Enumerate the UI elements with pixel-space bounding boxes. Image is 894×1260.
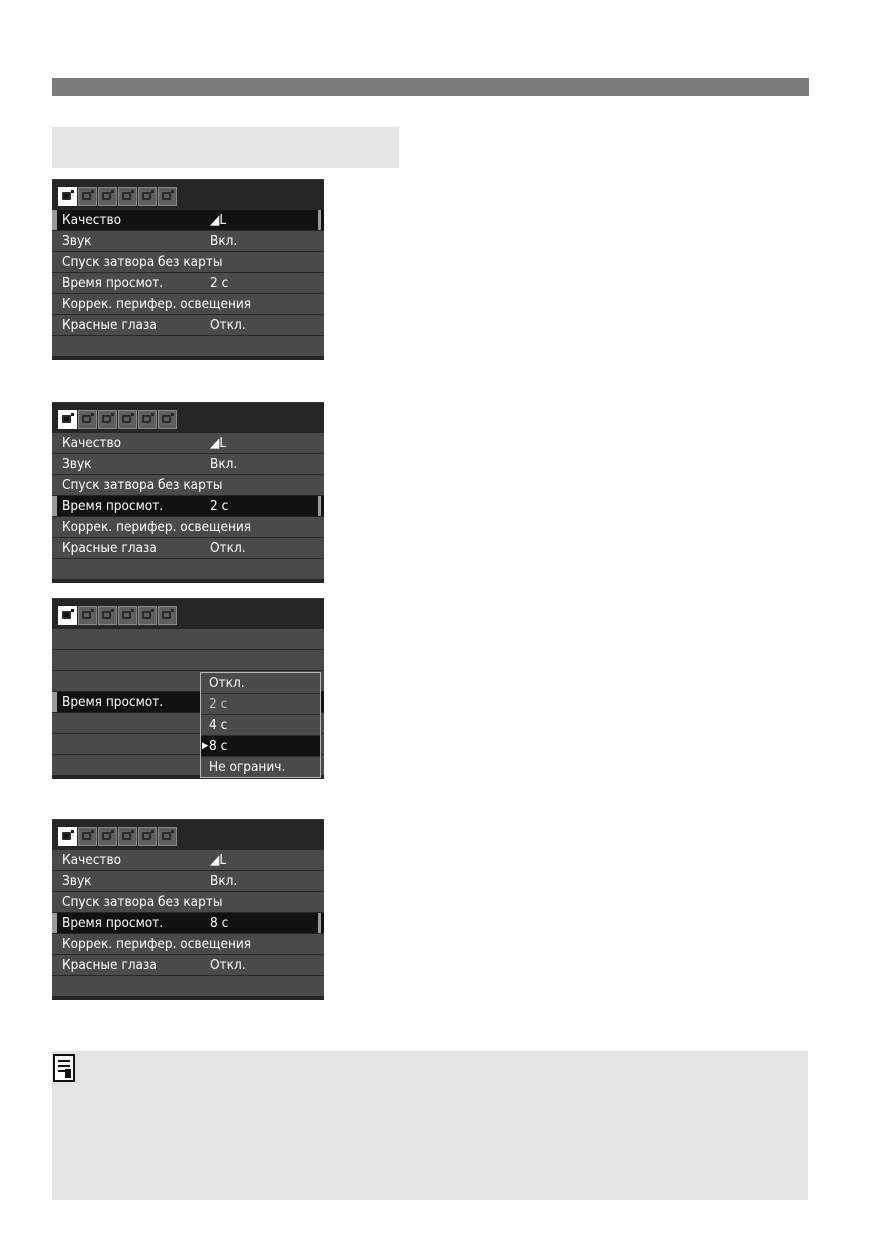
menu-item-quality[interactable] — [52, 433, 324, 453]
option-label: Откл. — [209, 675, 245, 691]
menu-item-label: Коррек. перифер. освещения — [62, 296, 252, 312]
menu-item-value: 8 с — [210, 915, 229, 931]
menu-item-value: 2 с — [210, 498, 229, 514]
menu-tabs — [58, 606, 177, 626]
playback-tab-2-icon[interactable] — [118, 606, 137, 625]
setup-tab-1-icon[interactable] — [138, 606, 157, 625]
menu-item-beep[interactable] — [52, 454, 324, 474]
menu-item-label: Коррек. перифер. освещения — [62, 519, 252, 535]
menu-tabs — [58, 827, 177, 847]
menu-item-label: Красные глаза — [62, 317, 157, 333]
option-off[interactable] — [201, 673, 320, 693]
shooting-tab-2-icon[interactable] — [78, 827, 97, 846]
note-panel — [52, 1051, 808, 1200]
shooting-tab-1-icon[interactable] — [58, 187, 77, 206]
menu-item-label: Качество — [62, 435, 122, 451]
menu-item-review-time[interactable] — [52, 913, 324, 933]
menu-screen-4 — [52, 819, 324, 1000]
menu-item-value: 2 с — [210, 275, 229, 291]
menu-screen-3-review-options — [52, 598, 324, 779]
option-label: 4 с — [209, 717, 228, 733]
menu-item-peripheral-illumination[interactable] — [52, 934, 324, 954]
menu-item-empty — [52, 559, 324, 579]
menu-item-red-eye[interactable] — [52, 538, 324, 558]
menu-item-red-eye[interactable] — [52, 315, 324, 335]
review-time-options — [200, 672, 321, 778]
option-2s[interactable] — [201, 694, 320, 714]
menu-item-peripheral-illumination[interactable] — [52, 517, 324, 537]
setup-tab-2-icon[interactable] — [158, 827, 177, 846]
menu-item-label: Время просмот. — [62, 915, 164, 931]
menu-item-label: Спуск затвора без карты — [62, 254, 223, 270]
menu-item-peripheral-illumination[interactable] — [52, 294, 324, 314]
menu-item-release-without-card[interactable] — [52, 475, 324, 495]
menu-item-label: Время просмот. — [62, 275, 164, 291]
option-label: Не огранич. — [209, 759, 286, 775]
setup-tab-2-icon[interactable] — [158, 606, 177, 625]
menu-item-value: Вкл. — [210, 233, 238, 249]
setup-tab-1-icon[interactable] — [138, 187, 157, 206]
shooting-tab-2-icon[interactable] — [78, 410, 97, 429]
menu-item-empty — [52, 629, 324, 649]
menu-item-value: Откл. — [210, 540, 246, 556]
menu-item-label: Время просмот. — [62, 694, 164, 710]
menu-item-value: ◢L — [210, 212, 227, 228]
menu-item-label: Звук — [62, 456, 92, 472]
setup-tab-1-icon[interactable] — [138, 827, 157, 846]
shooting-tab-1-icon[interactable] — [58, 410, 77, 429]
shooting-tab-2-icon[interactable] — [78, 187, 97, 206]
menu-item-empty — [52, 336, 324, 356]
menu-list — [52, 210, 324, 357]
section-title-bar — [52, 78, 809, 96]
menu-list — [52, 433, 324, 580]
menu-item-label: Спуск затвора без карты — [62, 477, 223, 493]
option-label: 8 с — [209, 738, 228, 754]
menu-item-review-time[interactable] — [52, 496, 324, 516]
menu-item-value: ◢L — [210, 852, 227, 868]
playback-tab-1-icon[interactable] — [98, 410, 117, 429]
menu-item-quality[interactable] — [52, 210, 324, 230]
menu-item-value: Вкл. — [210, 456, 238, 472]
playback-tab-2-icon[interactable] — [118, 827, 137, 846]
menu-item-value: ◢L — [210, 435, 227, 451]
menu-item-empty — [52, 650, 324, 670]
menu-item-label: Спуск затвора без карты — [62, 894, 223, 910]
menu-item-label: Время просмот. — [62, 498, 164, 514]
menu-item-value: Откл. — [210, 957, 246, 973]
menu-list — [52, 850, 324, 997]
menu-item-red-eye[interactable] — [52, 955, 324, 975]
menu-item-empty — [52, 976, 324, 996]
option-label: 2 с — [209, 696, 228, 712]
playback-tab-2-icon[interactable] — [118, 410, 137, 429]
menu-item-label: Качество — [62, 852, 122, 868]
menu-item-review-time[interactable] — [52, 273, 324, 293]
menu-item-label: Коррек. перифер. освещения — [62, 936, 252, 952]
menu-item-quality[interactable] — [52, 850, 324, 870]
menu-item-label: Качество — [62, 212, 122, 228]
menu-item-beep[interactable] — [52, 871, 324, 891]
playback-tab-1-icon[interactable] — [98, 827, 117, 846]
menu-item-label: Звук — [62, 873, 92, 889]
menu-item-label: Звук — [62, 233, 92, 249]
menu-item-release-without-card[interactable] — [52, 252, 324, 272]
playback-tab-1-icon[interactable] — [98, 606, 117, 625]
shooting-tab-1-icon[interactable] — [58, 827, 77, 846]
menu-item-label: Красные глаза — [62, 957, 157, 973]
menu-tabs — [58, 410, 177, 430]
menu-item-value: Вкл. — [210, 873, 238, 889]
menu-tabs — [58, 187, 177, 207]
memo-icon — [53, 1054, 75, 1082]
setup-tab-2-icon[interactable] — [158, 187, 177, 206]
menu-item-label: Красные глаза — [62, 540, 157, 556]
menu-screen-1 — [52, 179, 324, 360]
shooting-tab-2-icon[interactable] — [78, 606, 97, 625]
option-8s[interactable] — [201, 736, 320, 756]
playback-tab-1-icon[interactable] — [98, 187, 117, 206]
shooting-tab-1-icon[interactable] — [58, 606, 77, 625]
playback-tab-2-icon[interactable] — [118, 187, 137, 206]
menu-item-beep[interactable] — [52, 231, 324, 251]
menu-item-release-without-card[interactable] — [52, 892, 324, 912]
option-4s[interactable] — [201, 715, 320, 735]
menu-screen-2 — [52, 402, 324, 583]
setup-tab-2-icon[interactable] — [158, 410, 177, 429]
setup-tab-1-icon[interactable] — [138, 410, 157, 429]
menu-item-value: Откл. — [210, 317, 246, 333]
selection-pointer-icon: ▶ — [202, 741, 209, 751]
option-hold[interactable] — [201, 757, 320, 777]
step-heading-box — [52, 127, 399, 168]
